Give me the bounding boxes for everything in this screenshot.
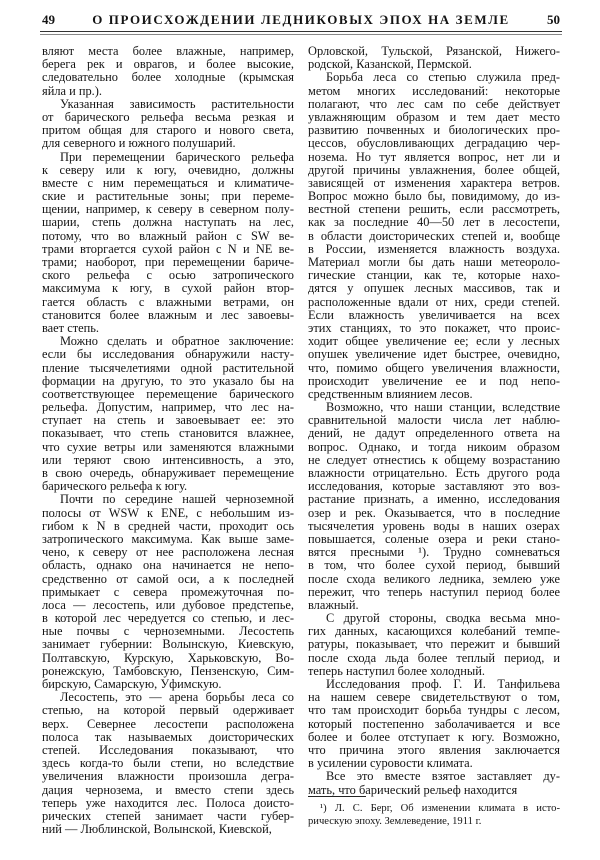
paragraph xyxy=(42,493,294,691)
text-line: расположенные вдали от них, среди степей. xyxy=(308,294,560,309)
text-line: ского рельефа с осью затропического xyxy=(42,268,294,283)
text-line: к северу или к югу, очевидно, должны xyxy=(42,162,294,177)
text-line: озер и рек. Оказывается, что в последние xyxy=(308,505,560,520)
text-line: полосы от WSW к ENE, с небольшим из- xyxy=(42,505,294,520)
text-line: в области доисторических степей и, вообще xyxy=(308,228,560,243)
text-line: здесь когда-то были степи, но вследствие xyxy=(42,756,294,771)
text-line: пережит, что теперь наступил период более xyxy=(308,584,560,599)
footnote-line: рическую эпоху. Землеведение, 1911 г. xyxy=(308,816,482,827)
text-line: Материал могли бы дать наши метеороло- xyxy=(308,255,560,269)
text-line: влажности отрицательно. Есть другого рода xyxy=(308,466,560,480)
text-line: барического рельефа к югу. xyxy=(42,479,188,494)
text-line: что, помимо общего увеличения влажности, xyxy=(308,360,560,375)
text-line: вестной степени решить, если рассмотреть, xyxy=(308,202,560,217)
text-line: Исследования проф. Г. И. Танфильева xyxy=(326,677,560,691)
text-line: затропического максимума. Как выше заме- xyxy=(42,531,294,546)
paragraph xyxy=(308,612,560,678)
text-line: тысячелетия уровень воды в наших озерах xyxy=(308,518,560,533)
text-line: нозема. Но тут является вопрос, нет ли и xyxy=(308,149,560,164)
text-line: При перемещении барического рельефа xyxy=(60,149,294,164)
text-line: повышается, соленые озера и реки стано- xyxy=(308,531,560,546)
text-line: мать, что барический рельеф находится xyxy=(308,782,518,797)
text-line: пление тысячелетиями одной растительной xyxy=(42,360,294,375)
text-line: Можно сделать и обратное заключение: xyxy=(60,334,294,349)
text-line: становится более влажным и лес завоевы- xyxy=(42,307,294,322)
left-text-column xyxy=(42,45,294,836)
page-number-right: 50 xyxy=(547,12,560,27)
paragraph xyxy=(308,770,560,796)
text-line: который постепенно заболачивается и все xyxy=(308,716,560,731)
text-line: гические станции, как те, которые нахо- xyxy=(308,268,560,283)
text-line: ступает на степь и завоевывает ее: это xyxy=(42,413,294,428)
text-line: от барического рельефа весьма резкая и xyxy=(42,109,294,124)
text-line: трами вторгается сухой район с N и NE ве- xyxy=(42,241,294,256)
text-line: гибом к N в средней части, проходит ось xyxy=(42,518,294,533)
text-line: увеличения влажности произошла дегра- xyxy=(42,769,294,784)
running-header xyxy=(40,12,562,30)
text-line: щении, например, к северу в северном полу- xyxy=(42,202,294,217)
right-text-column xyxy=(308,45,560,797)
text-line: на нашем севере свидетельствуют о том, xyxy=(308,690,560,705)
text-line: растание признать, а именно, исследования xyxy=(308,492,560,507)
text-line: другой причины увлажнения, более общей, xyxy=(308,162,560,177)
text-line: полоса так называемых доисторических xyxy=(42,729,294,744)
text-line: область, однако она начинается не непо- xyxy=(42,558,294,573)
footnote-rule xyxy=(308,796,366,797)
text-line: опушек увеличение идет быстрее, очевидно, xyxy=(308,347,560,362)
text-line: теперь уже находится лес. Полоса доисто- xyxy=(42,795,294,810)
text-line: Вопрос можно было бы, повидимому, до из- xyxy=(308,189,560,204)
text-line: вместе с ним перемещаться и климатиче- xyxy=(42,175,294,190)
text-line: Возможно, что наши станции, вследствие xyxy=(326,400,560,415)
text-line: в России, изменяется влажность воздуха. xyxy=(308,241,560,256)
paragraph xyxy=(308,401,560,612)
paragraph xyxy=(42,98,294,151)
text-line: Все это вместе взятое заставляет ду- xyxy=(326,769,560,784)
text-line: трами; наоборот, при перемещении бариче- xyxy=(42,255,294,269)
header-rule xyxy=(40,31,562,32)
text-line: степей. Исследования показывают, что xyxy=(42,742,294,757)
text-line: С другой стороны, сводка весьма мно- xyxy=(326,611,560,626)
text-line: не следует отнестись к общему возрастанию xyxy=(308,452,560,467)
text-line: развитию почвенных и биологических про- xyxy=(308,123,560,138)
text-line: цессов, обусловливающих деградацию чер- xyxy=(308,136,560,151)
text-line: в том, что более сухой период, бывший xyxy=(308,558,560,573)
text-line: если бы исследования обнаружили насту- xyxy=(42,347,294,362)
text-line: занимает губернии: Волынскую, Киевскую, xyxy=(42,637,294,652)
text-line: в которой лес чередуется со степью, и лес- xyxy=(42,611,294,626)
paragraph xyxy=(308,678,560,770)
text-line: дений, не дадут определенного ответа на xyxy=(308,426,560,441)
text-line: лоса — лесостепь, или дубовое предстепье, xyxy=(42,597,294,612)
text-line: максимума к югу, в сухой район втор- xyxy=(42,281,294,296)
text-line: что причина этого явления заключается xyxy=(308,742,560,757)
text-line: средственно от самой оси, а к последней xyxy=(42,571,294,586)
header-rule-thin xyxy=(40,34,562,35)
text-line: ходит общее увеличение ее; если у лесных xyxy=(308,334,560,349)
page-number-left: 49 xyxy=(42,12,55,27)
text-line: вопрос. Однако, и тогда никоим образом xyxy=(308,439,560,454)
text-line: ные почвы с черноземными. Лесостепь xyxy=(42,624,294,639)
text-line: гается область с влажными ветрами, он xyxy=(42,294,294,309)
text-line: дация чернозема, и вместо степи здесь xyxy=(42,782,294,797)
paragraph xyxy=(42,151,294,336)
text-line: Почти по середине нашей черноземной xyxy=(60,492,294,507)
text-line: ратуры, показывает, что пережит и бывший xyxy=(308,637,560,652)
text-line: Лесостепь, это — арена борьбы леса со xyxy=(60,690,294,705)
text-line: как за последние 40—50 лет в лесостепи, xyxy=(308,215,560,230)
text-line: гих данных, касающихся колебаний темпе- xyxy=(308,624,560,639)
running-title: О ПРОИСХОЖДЕНИИ ЛЕДНИКОВЫХ ЭПОХ НА ЗЕМЛЕ xyxy=(92,12,510,27)
text-line: примыкает с севера промежуточная по- xyxy=(42,584,294,599)
text-line: ний — Люблинской, Волынской, Киевской, xyxy=(42,822,272,837)
text-line: происходит увеличение ее и под непо- xyxy=(308,373,560,388)
text-line: притом общая для старого и нового света, xyxy=(42,123,294,138)
text-line: метом многих исследований: некоторые xyxy=(308,83,560,98)
text-line: рических степей занимает части губер- xyxy=(42,808,294,823)
text-line: Борьба леса со степью служила пред- xyxy=(326,70,560,85)
text-line: зависящей от изменения характера ветров. xyxy=(308,175,560,190)
text-line: более и более отступает к югу. Возможно, xyxy=(308,729,560,744)
text-line: следовательно более холодные (крымская xyxy=(42,70,294,85)
text-line: яйла и пр.). xyxy=(42,83,102,98)
text-line: шарии, степь должна наступать на лес, xyxy=(42,215,294,230)
text-line: исследования, которые заставляют это воз- xyxy=(308,479,560,494)
text-line: этих станциях, то это покажет, что проис- xyxy=(308,320,560,335)
text-line: средственным влиянием лесов. xyxy=(308,386,473,401)
text-line: в свою очередь, обнаруживает перемещение xyxy=(42,466,294,480)
text-line: дятся у опушек лесных массивов, так и xyxy=(308,281,560,296)
text-line: сравнительной малости числа лет наблю- xyxy=(308,413,560,428)
text-line: Полтавскую, Курскую, Харьковскую, Во- xyxy=(42,650,294,665)
text-line: соответствующее перемещение барического xyxy=(42,386,294,401)
paragraph xyxy=(42,335,294,493)
text-line: Указанная зависимость растительности xyxy=(60,96,294,111)
text-line: бирскую, Самарскую, Уфимскую. xyxy=(42,677,222,691)
text-line: рельефа. Допустим, например, что лес на- xyxy=(42,400,294,415)
text-line: после схода великого ледника, землею уже xyxy=(308,571,560,586)
text-line: что там происходит борьба тундры с лесом, xyxy=(308,703,560,718)
text-line: показывает, что степь становится влажнее, xyxy=(42,426,294,441)
text-line: теперь наступил более холодный. xyxy=(308,663,485,678)
text-line: ские и растительные зоны; при переме- xyxy=(42,189,294,204)
text-line: увлажняющим образом и тем дает место xyxy=(308,109,560,124)
text-line: после схода льда более теплый период, и xyxy=(308,650,560,665)
text-line: для северного и южного полушарий. xyxy=(42,136,236,151)
text-line: вляют места более влажные, например, xyxy=(42,44,294,58)
text-line: берега рек и оврагов, и более высокие, xyxy=(42,57,294,72)
paragraph xyxy=(42,691,294,836)
text-line: что сухие ветры или заменяются влажными xyxy=(42,439,294,454)
text-line: вает степь. xyxy=(42,320,99,335)
text-line: в усилении суровости климата. xyxy=(308,756,473,771)
text-line: вятся пресными ¹). Трудно сомневаться xyxy=(308,545,560,560)
text-line: родской, Казанской, Пермской. xyxy=(308,57,472,72)
text-line: верх. Севернее лесостепи расположена xyxy=(42,716,294,731)
text-line: Если влажность увеличивается на всех xyxy=(308,307,560,322)
text-line: потому, что во влажный район с SW ве- xyxy=(42,228,294,243)
text-line: или теряют свою интенсивность, а это, xyxy=(42,452,294,467)
text-line: полагают, что лес сам по себе действует xyxy=(308,96,560,111)
text-line: ронежскую, Тамбовскую, Пензенскую, Сим- xyxy=(42,663,294,678)
footnote-line: ¹) Л. С. Берг, Об изменении климата в исто- xyxy=(320,803,560,814)
paragraph xyxy=(42,45,294,98)
text-line: влажный. xyxy=(308,597,359,612)
text-line: формации на другую, то это указало бы на xyxy=(42,373,294,388)
text-line: степью, на которой первый одерживает xyxy=(42,703,294,718)
text-line: чено, к северу от нее расположена лесная xyxy=(42,545,294,560)
text-line: Орловской, Тульской, Рязанской, Нижего- xyxy=(308,44,560,58)
paragraph xyxy=(308,71,560,401)
footnote xyxy=(308,802,560,828)
paragraph xyxy=(308,45,560,71)
